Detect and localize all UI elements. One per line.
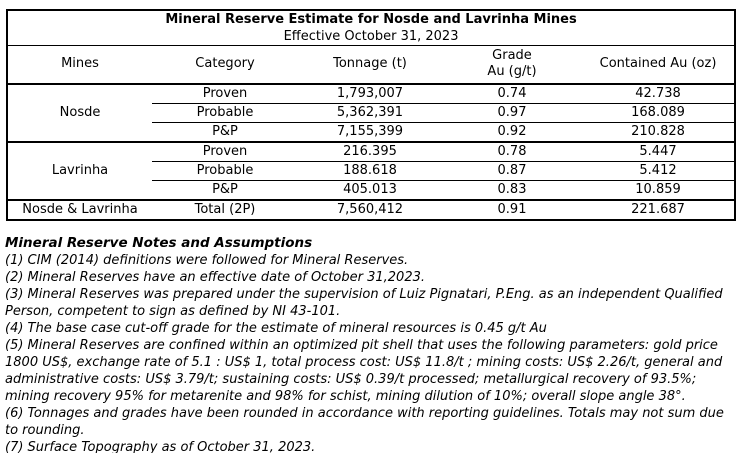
- column-header-contained-au: Contained Au (oz): [582, 46, 735, 84]
- tonnage-cell: 188.618: [298, 161, 442, 180]
- total-mines-cell: Nosde & Lavrinha: [22, 201, 138, 217]
- note-5: (5) Mineral Reserves are confined within an optimized pit shell that uses the following parameters: gold price 1800 US$, exchange rate of 5.1 : US$ 1, total process cost: US$ 11.8/t ; mining costs: US$ 2.26/t, general and administrative costs: US$ 3.79/t; sustaining costs: US$ 0.39/t processed; metallurgical recovery of 93.5%; mining recovery 95% for metarenite and 98% for schist, mining dilution of 10%; overall slope angle 38°.: [5, 337, 723, 404]
- contained-au-cell: 5.447: [582, 142, 735, 162]
- tonnage-cell: 7,155,399: [298, 122, 442, 142]
- contained-au-cell: 210.828: [582, 122, 735, 142]
- category-cell: Probable: [152, 161, 298, 180]
- notes-section: [5, 234, 739, 453]
- grade-cell: 0.92: [442, 122, 582, 142]
- note-2: (2) Mineral Reserves have an effective date of October 31,2023.: [5, 269, 425, 285]
- category-cell: P&P: [152, 180, 298, 200]
- column-header-grade: [442, 46, 582, 84]
- grade-cell: 0.74: [442, 84, 582, 104]
- table-title: Mineral Reserve Estimate for Nosde and Lavrinha Mines: [165, 12, 577, 27]
- tonnage-cell: 405.013: [298, 180, 442, 200]
- mineral-reserve-table: [6, 9, 736, 221]
- tonnage-cell: 1,793,007: [298, 84, 442, 104]
- table-row-nosde-proven: [7, 84, 735, 104]
- note-6: (6) Tonnages and grades have been rounded in accordance with reporting guidelines. Totals may not sum due to rounding.: [5, 405, 724, 438]
- column-header-mines: Mines: [7, 46, 152, 84]
- contained-au-cell: 10.859: [582, 180, 735, 200]
- table-row-total: [7, 200, 735, 220]
- mine-name-nosde: Nosde: [7, 84, 152, 142]
- tonnage-cell: 216.395: [298, 142, 442, 162]
- total-grade-cell: 0.91: [497, 201, 527, 217]
- page: [0, 9, 743, 453]
- total-category-cell: Total (2P): [194, 201, 256, 217]
- note-3: (3) Mineral Reserves was prepared under the supervision of Luiz Pignatari, P.Eng. as an independent Qualified Person, competent to sign as defined by NI 43-101.: [5, 286, 723, 319]
- column-header-grade-line2: Au (g/t): [487, 64, 537, 80]
- total-tonnage-cell: 7,560,412: [336, 201, 404, 217]
- table-title-row: [7, 10, 735, 46]
- note-7: (7) Surface Topography as of October 31, 2023.: [5, 439, 316, 453]
- note-4: (4) The base case cut-off grade for the estimate of mineral resources is 0.45 g/t Au: [5, 320, 547, 336]
- column-header-category: Category: [152, 46, 298, 84]
- grade-cell: 0.83: [442, 180, 582, 200]
- notes-heading: Mineral Reserve Notes and Assumptions: [5, 234, 313, 251]
- table-header-row: [7, 46, 735, 84]
- category-cell: Proven: [152, 142, 298, 162]
- note-1: (1) CIM (2014) definitions were followed for Mineral Reserves.: [5, 252, 409, 268]
- contained-au-cell: 5.412: [582, 161, 735, 180]
- grade-cell: 0.78: [442, 142, 582, 162]
- contained-au-cell: 168.089: [582, 103, 735, 122]
- column-header-grade-line1: Grade: [492, 48, 532, 64]
- contained-au-cell: 42.738: [582, 84, 735, 104]
- table-subtitle: Effective October 31, 2023: [283, 29, 459, 44]
- grade-cell: 0.97: [442, 103, 582, 122]
- mine-name-lavrinha: Lavrinha: [7, 142, 152, 200]
- category-cell: P&P: [152, 122, 298, 142]
- table-row-lavrinha-proven: [7, 142, 735, 162]
- column-header-tonnage: Tonnage (t): [298, 46, 442, 84]
- tonnage-cell: 5,362,391: [298, 103, 442, 122]
- total-contained-au-cell: 221.687: [631, 201, 685, 217]
- category-cell: Proven: [152, 84, 298, 104]
- table-title-block: [7, 10, 735, 46]
- grade-cell: 0.87: [442, 161, 582, 180]
- category-cell: Probable: [152, 103, 298, 122]
